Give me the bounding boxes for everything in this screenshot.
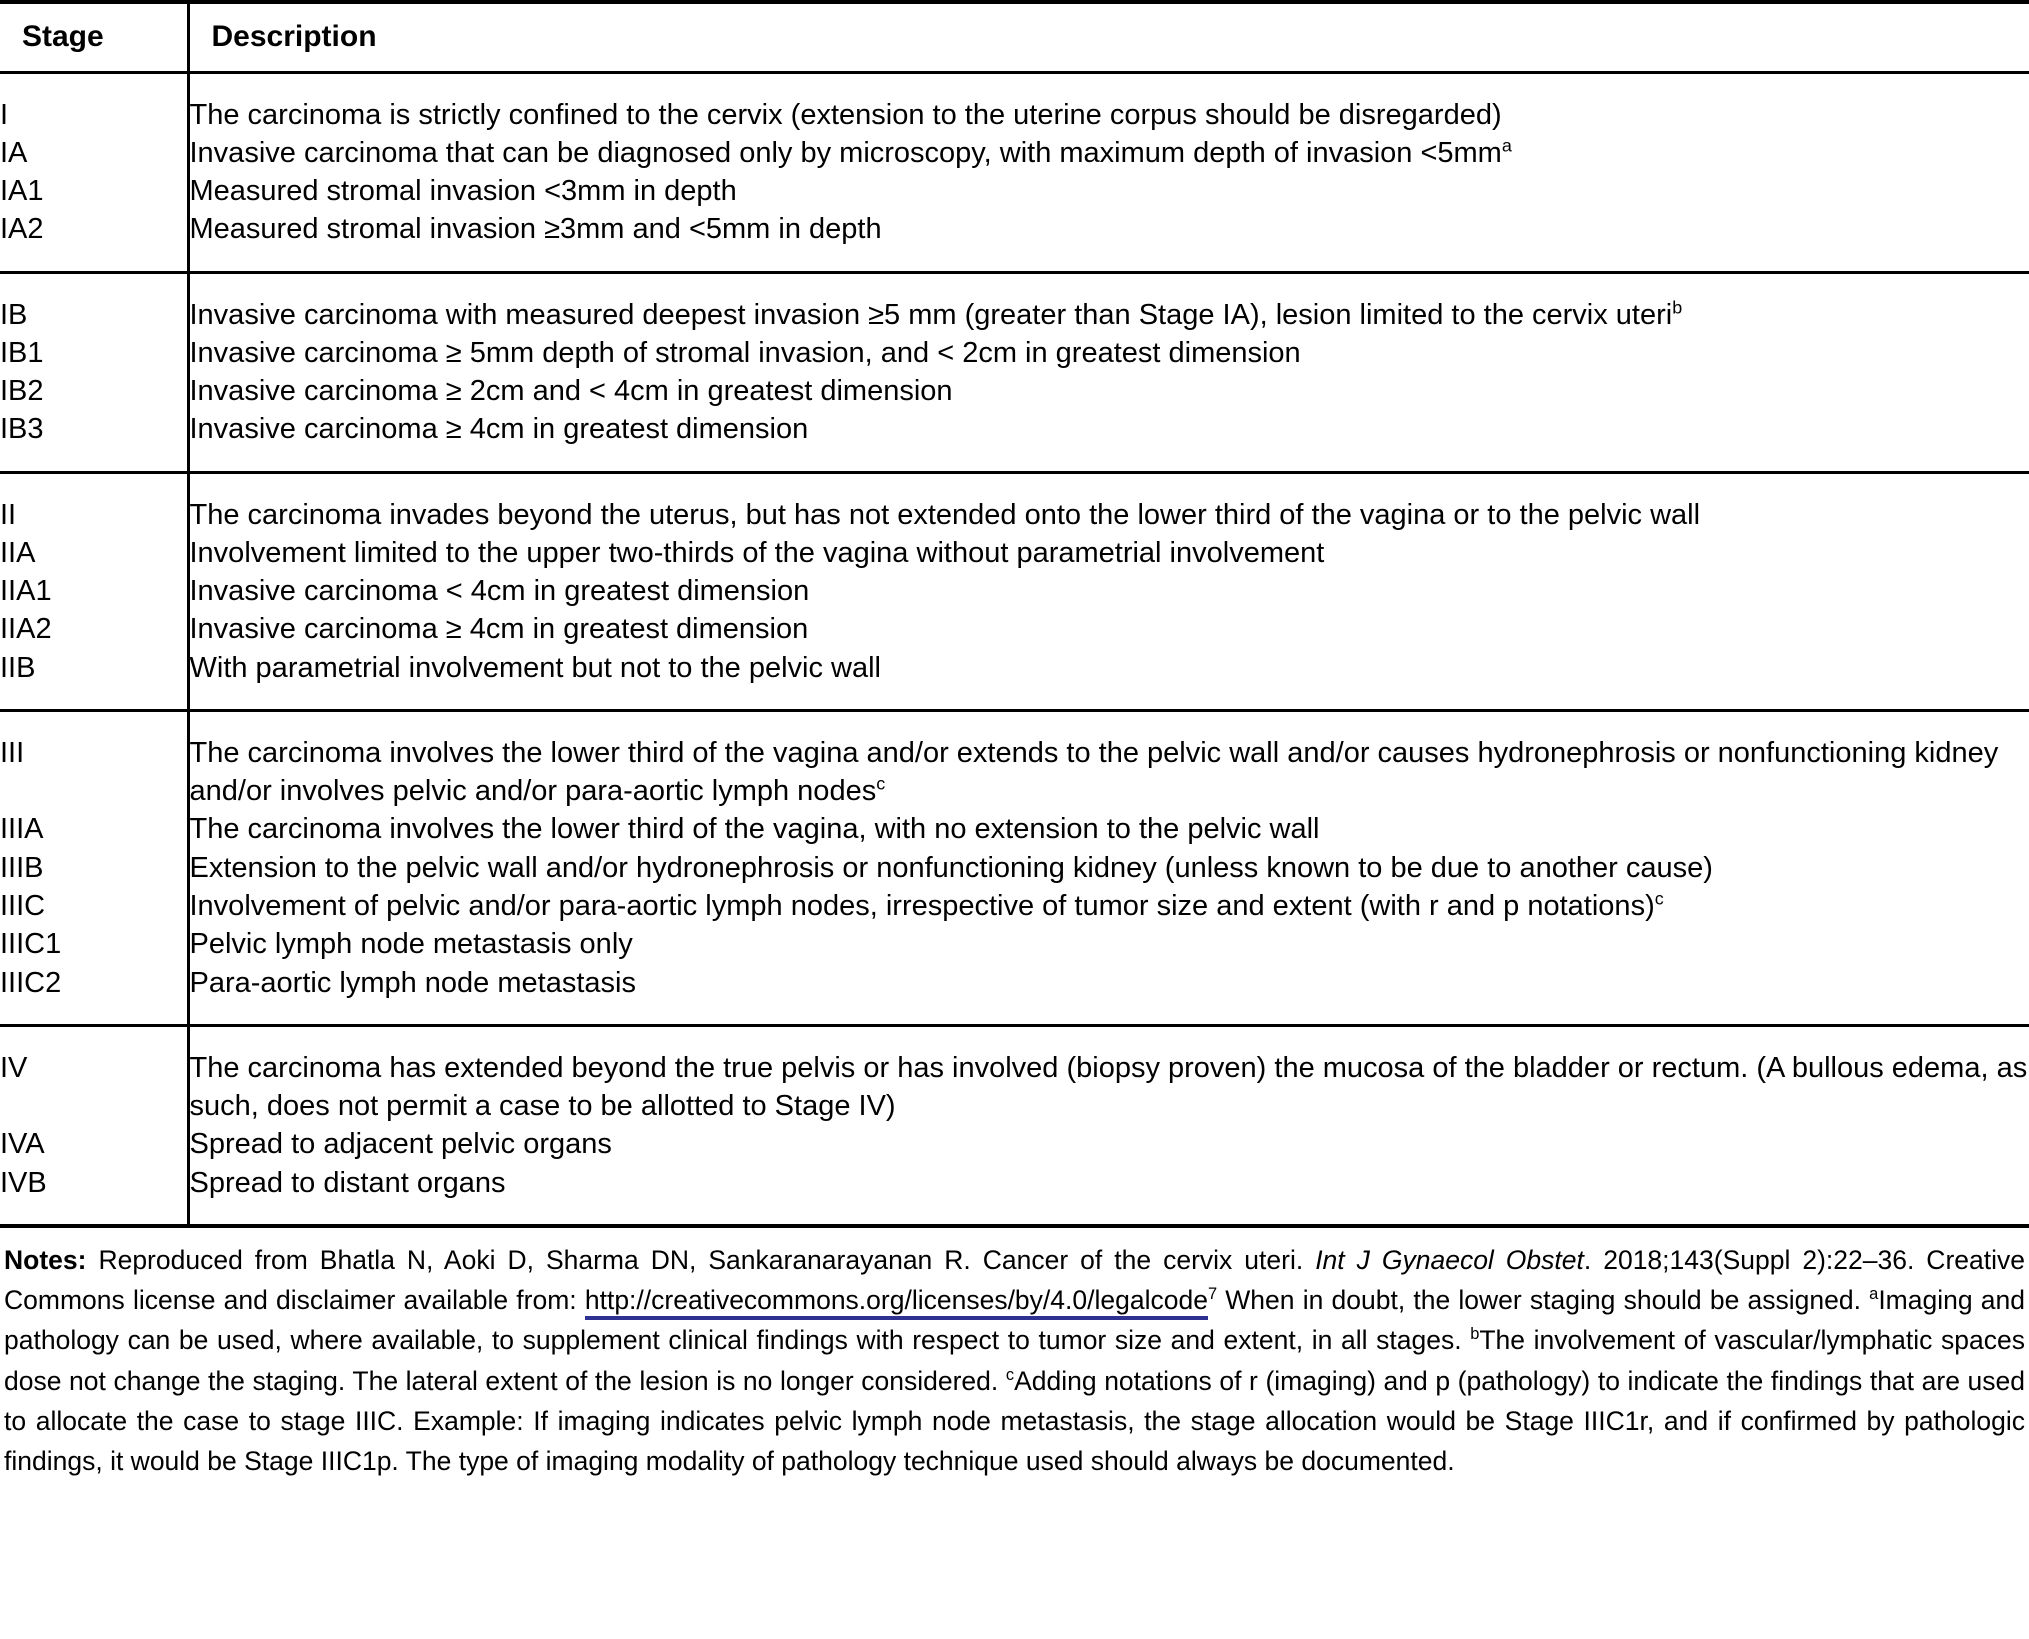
stage-label: IA2 bbox=[0, 210, 188, 272]
stage-description bbox=[188, 410, 2029, 472]
stage-group bbox=[0, 272, 2029, 472]
notes-section bbox=[0, 1228, 2029, 1492]
table-row bbox=[0, 887, 2029, 925]
stage-description bbox=[188, 172, 2029, 210]
stage-description bbox=[188, 72, 2029, 134]
stage-label: IA bbox=[0, 134, 188, 172]
table-row bbox=[0, 172, 2029, 210]
stage-description bbox=[188, 134, 2029, 172]
stage-description bbox=[188, 1164, 2029, 1226]
stage-description-text: Measured stromal invasion <3mm in depth bbox=[189, 175, 737, 208]
footnote-marker: b bbox=[1672, 296, 1683, 317]
stage-group bbox=[0, 72, 2029, 272]
stage-label: IB2 bbox=[0, 372, 188, 410]
stage-description bbox=[188, 964, 2029, 1026]
stage-description bbox=[188, 849, 2029, 887]
footnote-marker-a: a bbox=[1869, 1285, 1879, 1304]
stage-description bbox=[188, 1125, 2029, 1163]
table-row bbox=[0, 710, 2029, 810]
stage-description-text: Spread to adjacent pelvic organs bbox=[189, 1128, 612, 1161]
stage-description-text: Involvement limited to the upper two-thirds of the vagina without parametrial involvement bbox=[189, 536, 1325, 569]
stage-description bbox=[188, 887, 2029, 925]
table-row bbox=[0, 1164, 2029, 1226]
notes-part1: Reproduced from Bhatla N, Aoki D, Sharma DN, Sankaranarayanan R. Cancer of the cervix uteri. bbox=[86, 1244, 1316, 1275]
column-header-stage: Stage bbox=[0, 2, 188, 72]
footnote-marker-b: b bbox=[1470, 1325, 1480, 1344]
stage-label: IVB bbox=[0, 1164, 188, 1226]
stage-description bbox=[188, 572, 2029, 610]
stage-description-text: Extension to the pelvic wall and/or hydronephrosis or nonfunctioning kidney (unless known to be due to another cause) bbox=[189, 851, 1713, 884]
stage-description bbox=[188, 710, 2029, 810]
stage-description-text: Spread to distant organs bbox=[189, 1166, 506, 1199]
stage-description-text: Invasive carcinoma < 4cm in greatest dimension bbox=[189, 575, 810, 608]
stage-description bbox=[188, 334, 2029, 372]
stage-description-text: Para-aortic lymph node metastasis bbox=[189, 966, 636, 999]
journal-name: Int J Gynaecol Obstet bbox=[1315, 1244, 1584, 1275]
stage-label: IIIC1 bbox=[0, 925, 188, 963]
stage-description-text: The carcinoma is strictly confined to the cervix (extension to the uterine corpus should be disregarded) bbox=[189, 98, 1502, 131]
footnote-text-c: Adding notations of r (imaging) and p (pathology) to indicate the findings that are used to allocate the case to stage IIIC. Example: If imaging indicates pelvic lymph node metastasis, the stage allocation would be Stage IIIC1r, and if confirmed by pathologic findings, it would be Stage IIIC1p. The type of imaging modality of pathology technique used should always be documented. bbox=[4, 1365, 2025, 1477]
stage-label: IB3 bbox=[0, 410, 188, 472]
stage-description-text: The carcinoma has extended beyond the true pelvis or has involved (biopsy proven) the mucosa of the bladder or rectum. (A bullous edema, as such, does not permit a case to be allotted to Stage IV) bbox=[189, 1051, 2028, 1123]
stage-description bbox=[188, 649, 2029, 711]
stage-description-text: Invasive carcinoma with measured deepest invasion ≥5 mm (greater than Stage IA), lesion limited to the cervix uteri bbox=[189, 298, 1673, 331]
stage-label: IIB bbox=[0, 649, 188, 711]
footnote-text-b: The involvement of vascular/lymphatic spaces dose not change the staging. The lateral extent of the lesion is no longer considered. bbox=[4, 1325, 2025, 1396]
table-row bbox=[0, 410, 2029, 472]
creative-commons-link[interactable]: http://creativecommons.org/licenses/by/4.0/legalcode bbox=[585, 1285, 1208, 1320]
stage-label: IVA bbox=[0, 1125, 188, 1163]
table-row bbox=[0, 72, 2029, 134]
footnote-marker-c: c bbox=[1005, 1365, 1015, 1384]
stage-label: I bbox=[0, 72, 188, 134]
footnote-marker: c bbox=[1654, 888, 1664, 909]
stage-label: IB bbox=[0, 272, 188, 334]
table-row bbox=[0, 272, 2029, 334]
table-row bbox=[0, 649, 2029, 711]
table-head bbox=[0, 2, 2029, 72]
stage-description-text: Invasive carcinoma ≥ 2cm and < 4cm in greatest dimension bbox=[189, 375, 953, 408]
stage-label: III bbox=[0, 710, 188, 810]
stage-description-text: Measured stromal invasion ≥3mm and <5mm in depth bbox=[189, 213, 882, 246]
stage-description-text: The carcinoma invades beyond the uterus, but has not extended onto the lower third of the vagina or to the pelvic wall bbox=[189, 498, 1701, 531]
notes-part3: When in doubt, the lower staging should be assigned. bbox=[1217, 1285, 1870, 1316]
table-row bbox=[0, 1025, 2029, 1125]
stage-description-text: The carcinoma involves the lower third of the vagina and/or extends to the pelvic wall and/or causes hydronephrosis or nonfunctioning kidney and/or involves pelvic and/or para-aortic lymph nodes bbox=[189, 736, 1999, 808]
table-row bbox=[0, 572, 2029, 610]
stage-label: IIIC2 bbox=[0, 964, 188, 1026]
stage-description-text: Invasive carcinoma ≥ 5mm depth of stromal invasion, and < 2cm in greatest dimension bbox=[189, 336, 1301, 369]
stage-description bbox=[188, 925, 2029, 963]
table-row bbox=[0, 134, 2029, 172]
footnote-text-a: Imaging and pathology can be used, where available, to supplement clinical findings with respect to tumor size and extent, in all stages. bbox=[4, 1285, 2025, 1356]
stage-label: IIIC bbox=[0, 887, 188, 925]
column-header-description: Description bbox=[211, 20, 377, 53]
table-row bbox=[0, 610, 2029, 648]
footnote-marker: a bbox=[1501, 135, 1512, 156]
stage-label: IIIA bbox=[0, 810, 188, 848]
table-row bbox=[0, 925, 2029, 963]
stage-label: IIIB bbox=[0, 849, 188, 887]
notes-part2: . 2018;143(Suppl 2):22–36. Creative Commons license and disclaimer available from: bbox=[4, 1244, 2025, 1316]
stage-label: IIA2 bbox=[0, 610, 188, 648]
table-row bbox=[0, 1125, 2029, 1163]
table-row bbox=[0, 849, 2029, 887]
table-row bbox=[0, 534, 2029, 572]
table-row bbox=[0, 210, 2029, 272]
stage-description bbox=[188, 210, 2029, 272]
stage-description-text: The carcinoma involves the lower third of the vagina, with no extension to the pelvic wall bbox=[189, 813, 1320, 846]
notes-label: Notes: bbox=[4, 1244, 87, 1275]
stage-group bbox=[0, 710, 2029, 1025]
table-row bbox=[0, 472, 2029, 534]
stage-label: IB1 bbox=[0, 334, 188, 372]
stage-label: IIA bbox=[0, 534, 188, 572]
stage-label: II bbox=[0, 472, 188, 534]
stage-label: IV bbox=[0, 1025, 188, 1125]
stage-description-text: With parametrial involvement but not to the pelvic wall bbox=[189, 651, 881, 684]
stage-description-text: Invasive carcinoma that can be diagnosed only by microscopy, with maximum depth of invasion <5mm bbox=[189, 136, 1502, 169]
stage-label: IA1 bbox=[0, 172, 188, 210]
stage-group bbox=[0, 1025, 2029, 1226]
footnote-marker: c bbox=[876, 773, 886, 794]
table-row bbox=[0, 964, 2029, 1026]
stage-group bbox=[0, 472, 2029, 710]
table-row bbox=[0, 334, 2029, 372]
stage-description bbox=[188, 810, 2029, 848]
stage-description bbox=[188, 534, 2029, 572]
stage-description-text: Invasive carcinoma ≥ 4cm in greatest dimension bbox=[189, 613, 809, 646]
table-row bbox=[0, 372, 2029, 410]
stage-label: IIA1 bbox=[0, 572, 188, 610]
table-header-row bbox=[0, 2, 2029, 72]
table-row bbox=[0, 810, 2029, 848]
stage-description bbox=[188, 610, 2029, 648]
stage-description-text: Pelvic lymph node metastasis only bbox=[189, 928, 633, 961]
stage-description-text: Involvement of pelvic and/or para-aortic lymph nodes, irrespective of tumor size and extent (with r and p notations) bbox=[189, 890, 1655, 923]
stage-description bbox=[188, 372, 2029, 410]
stage-description bbox=[188, 472, 2029, 534]
stage-description bbox=[188, 272, 2029, 334]
reference-marker-7: 7 bbox=[1207, 1285, 1218, 1304]
stage-description-text: Invasive carcinoma ≥ 4cm in greatest dimension bbox=[189, 413, 809, 446]
stage-description bbox=[188, 1025, 2029, 1125]
